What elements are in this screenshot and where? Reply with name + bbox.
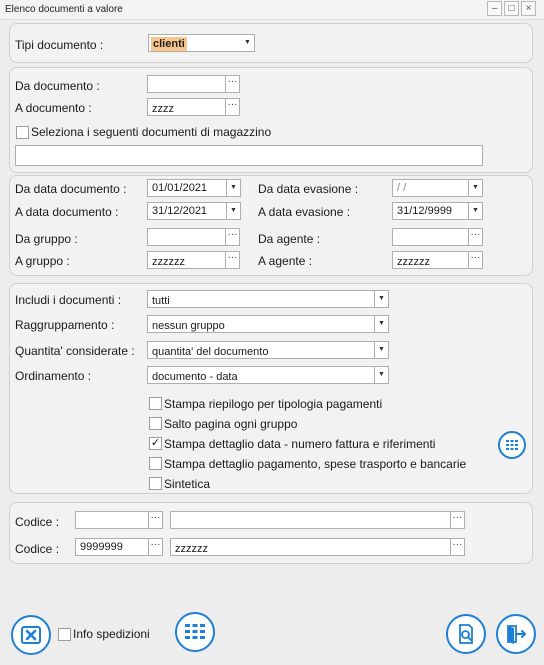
- ordinamento-select[interactable]: documento - data: [147, 366, 375, 384]
- grid-icon: [505, 439, 519, 451]
- da-data-documento-label: Da data documento :: [15, 182, 127, 196]
- ordinamento-label: Ordinamento :: [15, 369, 92, 383]
- riepilogo-pagamenti-label: Stampa riepilogo per tipologia pagamenti: [164, 397, 383, 411]
- da-gruppo-field[interactable]: [147, 228, 226, 246]
- info-spedizioni-checkbox[interactable]: [58, 628, 71, 641]
- codice-to-browse-icon[interactable]: ···: [149, 538, 163, 556]
- layout-grid-button[interactable]: [175, 612, 215, 652]
- raggruppamento-dropdown-icon[interactable]: ▼: [375, 315, 389, 333]
- codice-from-label: Codice :: [15, 515, 60, 529]
- title-bar: [0, 0, 544, 20]
- tipi-value: clienti: [153, 38, 185, 50]
- raggruppamento-label: Raggruppamento :: [15, 318, 115, 332]
- options-grid-button[interactable]: [498, 431, 526, 459]
- magazzino-label: Seleziona i seguenti documenti di magazzino: [31, 125, 272, 139]
- a-documento-field[interactable]: zzzz: [147, 98, 226, 116]
- riepilogo-pagamenti-checkbox[interactable]: [149, 397, 162, 410]
- da-data-evasione-field[interactable]: / /: [392, 179, 469, 197]
- a-data-evasione-dropdown-icon[interactable]: ▼: [469, 202, 483, 220]
- excel-icon: [20, 624, 42, 646]
- dettaglio-pagamento-label: Stampa dettaglio pagamento, spese trasporto e bancarie: [164, 457, 467, 471]
- a-agente-browse-icon[interactable]: ···: [469, 251, 483, 269]
- da-data-documento-field[interactable]: 01/01/2021: [147, 179, 227, 197]
- codice-to-desc-browse-icon[interactable]: ···: [451, 538, 465, 556]
- magazzino-checkbox[interactable]: [16, 126, 29, 139]
- magazzino-field[interactable]: [15, 145, 483, 166]
- a-data-evasione-field[interactable]: 31/12/9999: [392, 202, 469, 220]
- codice-from-field[interactable]: [75, 511, 149, 529]
- magnify-document-icon: [455, 623, 477, 645]
- a-documento-browse-icon[interactable]: ···: [226, 98, 240, 116]
- exit-door-icon: [505, 623, 527, 645]
- dettaglio-fattura-checkbox[interactable]: ✓: [150, 437, 161, 449]
- raggruppamento-select[interactable]: nessun gruppo: [147, 315, 375, 333]
- exit-button[interactable]: [496, 614, 536, 654]
- da-data-evasione-dropdown-icon[interactable]: ▼: [469, 179, 483, 197]
- includi-label: Includi i documenti :: [15, 293, 122, 307]
- a-gruppo-label: A gruppo :: [15, 254, 70, 268]
- salto-pagina-label: Salto pagina ogni gruppo: [164, 417, 298, 431]
- codice-from-description[interactable]: [170, 511, 451, 529]
- tipi-dropdown-icon[interactable]: ▼: [241, 34, 255, 52]
- tipi-label: Tipi documento :: [15, 38, 104, 52]
- window-controls: [487, 1, 536, 16]
- a-data-documento-field[interactable]: 31/12/2021: [147, 202, 227, 220]
- includi-dropdown-icon[interactable]: ▼: [375, 290, 389, 308]
- a-data-documento-label: A data documento :: [15, 205, 119, 219]
- tipi-combo[interactable]: [148, 34, 242, 52]
- minimize-button[interactable]: –: [487, 1, 502, 16]
- da-agente-field[interactable]: [392, 228, 469, 246]
- maximize-button[interactable]: □: [504, 1, 519, 16]
- da-data-documento-dropdown-icon[interactable]: ▼: [227, 179, 241, 197]
- salto-pagina-checkbox[interactable]: [149, 417, 162, 430]
- includi-select[interactable]: tutti: [147, 290, 375, 308]
- a-gruppo-field[interactable]: zzzzzz: [147, 251, 226, 269]
- codice-to-description[interactable]: zzzzzz: [170, 538, 451, 556]
- a-documento-label: A documento :: [15, 101, 92, 115]
- da-documento-label: Da documento :: [15, 79, 100, 93]
- a-data-documento-dropdown-icon[interactable]: ▼: [227, 202, 241, 220]
- ordinamento-dropdown-icon[interactable]: ▼: [375, 366, 389, 384]
- a-data-evasione-label: A data evasione :: [258, 205, 351, 219]
- da-data-evasione-label: Da data evasione :: [258, 182, 359, 196]
- codice-to-field[interactable]: 9999999: [75, 538, 149, 556]
- dettaglio-fattura-label: Stampa dettaglio data - numero fattura e riferimenti: [164, 437, 436, 451]
- codice-from-desc-browse-icon[interactable]: ···: [451, 511, 465, 529]
- da-agente-browse-icon[interactable]: ···: [469, 228, 483, 246]
- a-gruppo-browse-icon[interactable]: ···: [226, 251, 240, 269]
- close-button[interactable]: ×: [521, 1, 536, 16]
- da-agente-label: Da agente :: [258, 232, 321, 246]
- preview-button[interactable]: [446, 614, 486, 654]
- window-title: Elenco documenti a valore: [5, 4, 123, 15]
- da-gruppo-browse-icon[interactable]: ···: [226, 228, 240, 246]
- quantita-select[interactable]: quantita' del documento: [147, 341, 375, 359]
- excel-export-button[interactable]: [11, 615, 51, 655]
- codice-from-browse-icon[interactable]: ···: [149, 511, 163, 529]
- dettaglio-pagamento-checkbox[interactable]: [149, 457, 162, 470]
- info-spedizioni-label: Info spedizioni: [73, 627, 150, 641]
- da-documento-browse-icon[interactable]: ···: [226, 75, 240, 93]
- a-agente-field[interactable]: zzzzzz: [392, 251, 469, 269]
- da-gruppo-label: Da gruppo :: [15, 232, 78, 246]
- sintetica-checkbox[interactable]: [149, 477, 162, 490]
- da-documento-field[interactable]: [147, 75, 226, 93]
- codice-to-label: Codice :: [15, 542, 60, 556]
- quantita-dropdown-icon[interactable]: ▼: [375, 341, 389, 359]
- quantita-label: Quantita' considerate :: [15, 344, 135, 358]
- grid-icon: [184, 623, 206, 641]
- sintetica-label: Sintetica: [164, 477, 211, 491]
- a-agente-label: A agente :: [258, 254, 313, 268]
